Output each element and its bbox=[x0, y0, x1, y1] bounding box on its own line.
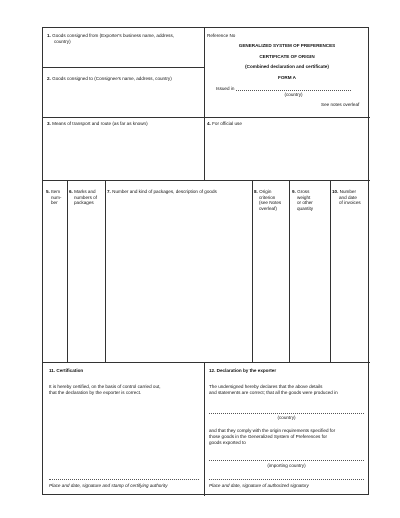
divider-box3-columns bbox=[43, 180, 370, 181]
col9-header: 9. Gross weight or other quantity bbox=[292, 189, 314, 211]
box11-text-line1: It is hereby certified, on the basis of control carried out, bbox=[49, 384, 161, 389]
box11-title: 11. Certification bbox=[49, 368, 84, 373]
title-form-a: FORM A bbox=[278, 75, 296, 80]
box12-text-line4: those goods in the Generalized System of Preferences for bbox=[209, 434, 327, 439]
reference-label: Reference No bbox=[207, 33, 236, 38]
box3-label: 3. Means of transport and route (as far as known) bbox=[47, 121, 148, 126]
box12-text-line1: The undersigned hereby declares that the above details bbox=[209, 384, 323, 389]
divider-col9 bbox=[330, 180, 331, 362]
col5-header: 5. Item num- ber bbox=[46, 189, 62, 206]
divider-col5 bbox=[67, 180, 68, 362]
divider-col8 bbox=[289, 180, 290, 362]
title-gsp: GENERALIZED SYSTEM OF PREFERENCES bbox=[238, 43, 336, 48]
certificate-form bbox=[42, 27, 369, 495]
divider-col7 bbox=[252, 180, 253, 362]
divider-columns-bottom bbox=[43, 362, 370, 363]
issued-in-field[interactable] bbox=[236, 90, 351, 91]
box12-text-line3: and that they comply with the origin requirements specified for bbox=[209, 428, 336, 433]
divider-col6 bbox=[105, 180, 106, 362]
box11-text-line2: that the declaration by the exporter is correct. bbox=[49, 390, 142, 395]
title-certificate: CERTIFICATE OF ORIGIN bbox=[259, 54, 315, 59]
box1-label: 1. Goods consigned from (Exporter's business name, address, bbox=[47, 33, 175, 38]
issued-in-label: Issued in bbox=[216, 86, 235, 91]
box2-label: 2. Goods consigned to (Consignee's name, address, country) bbox=[47, 76, 172, 81]
box12-footer: Place and date, signature of authorized signatory bbox=[209, 483, 309, 488]
col7-header: 7. Number and kind of packages, description of goods bbox=[107, 189, 217, 194]
issued-country-label: (country) bbox=[284, 92, 303, 97]
col10-header: 10. Number and date of invoices bbox=[332, 189, 361, 206]
divider-header-vertical bbox=[204, 28, 205, 180]
col6-header: 6. Marks and numbers of packages bbox=[69, 189, 97, 206]
box12-country-label: (country) bbox=[277, 415, 296, 420]
box4-label: 4. For official use bbox=[207, 121, 242, 126]
see-notes-label: See notes overleaf bbox=[321, 102, 360, 107]
box12-country-field[interactable] bbox=[209, 413, 364, 414]
box12-signature-field[interactable] bbox=[209, 479, 364, 480]
box12-text-line5: goods exported to bbox=[209, 440, 246, 445]
divider-box11-box12 bbox=[204, 362, 205, 496]
box12-importing-field[interactable] bbox=[209, 460, 364, 461]
box12-title: 12. Declaration by the exporter bbox=[209, 368, 277, 373]
box1-label-line2: country) bbox=[54, 39, 71, 44]
divider-box1-box2 bbox=[43, 67, 204, 68]
box11-footer: Place and date, signature and stamp of certifying authority bbox=[49, 483, 168, 488]
box12-text-line2: and statements are correct; that all the goods were produced in bbox=[209, 390, 338, 395]
title-combined: (Combined declaration and certificate) bbox=[245, 64, 329, 69]
box12-importing-label: (importing country) bbox=[267, 463, 306, 468]
divider-box2-box3 bbox=[43, 117, 370, 118]
box11-signature-field[interactable] bbox=[49, 479, 199, 480]
col8-header: 8. Origin criterion (see Notes overleaf) bbox=[254, 189, 282, 211]
